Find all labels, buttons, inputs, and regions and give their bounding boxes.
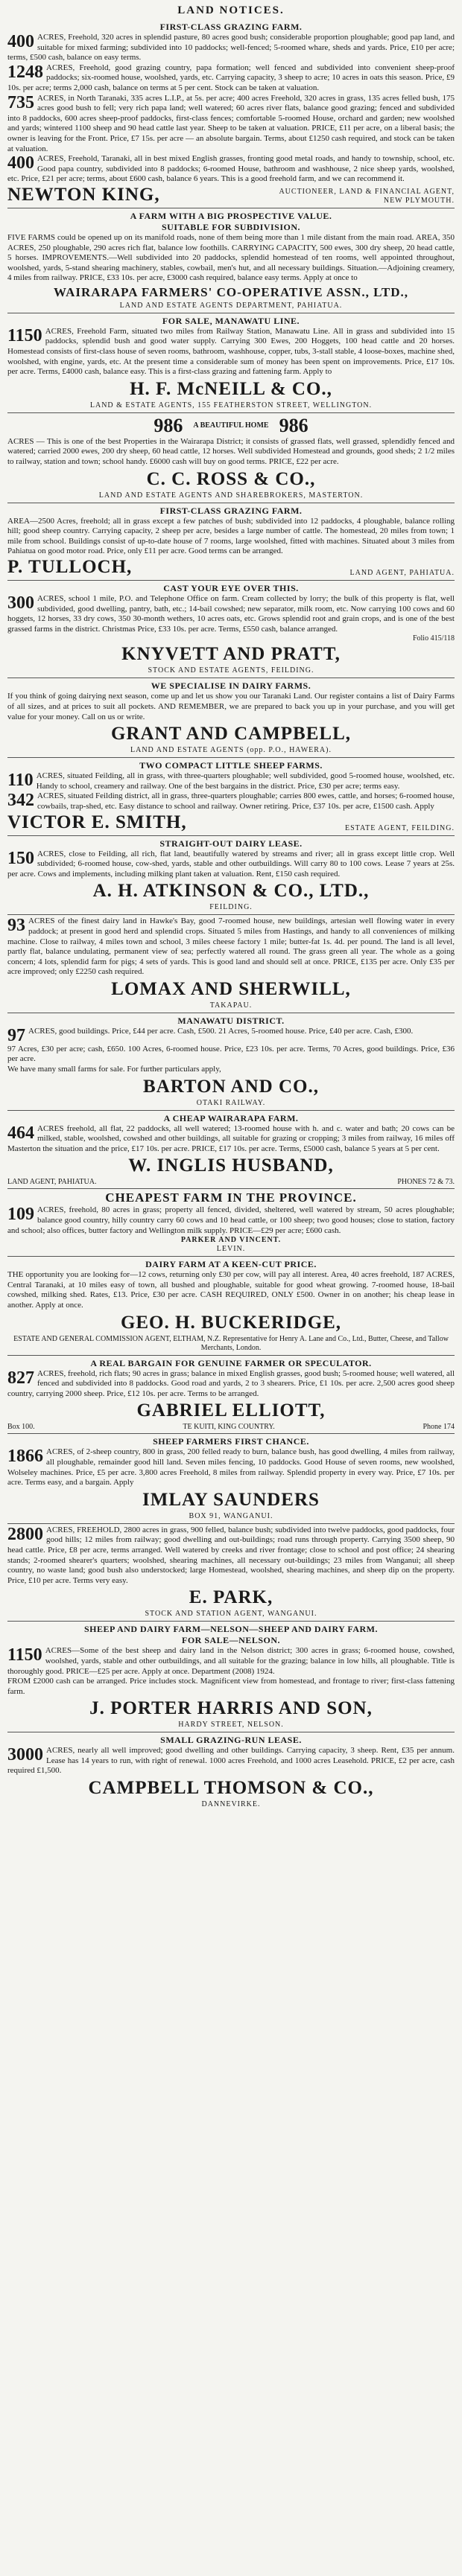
agent-address: LAND AGENT, PAHIATUA.: [349, 569, 455, 577]
agent-address: LAND & ESTATE AGENTS, 155 FEATHERSTON STREET, WELLINGTON.: [89, 401, 373, 409]
agent-name: IMLAY SAUNDERS: [142, 1489, 320, 1510]
acreage-number: 3000: [7, 1745, 43, 1765]
ad-subheading: FOR SALE—NELSON.: [181, 1635, 281, 1646]
agent-name: BARTON AND CO.,: [143, 1076, 319, 1097]
ad-body: AREA—2500 Acres, freehold; all in grass except a few patches of bush; subdivided into 12 paddocks, 4 ploughable, balance rolling hill; good sheep country. Carrying capacity, 2 sheep per acre, besides a large number of cattle. The homestead, 20 miles from town; 1 mile from school. Buildings consist of up-to-date house of 7 rooms, large woolshed, fitted with machines. Situated about 3 miles from Pahiatua on good motor road. Price, only £11 per acre. Good terms can be arranged.: [7, 516, 455, 556]
ad-body: FIVE FARMS could be opened up on its manifold roads, none of them being more than 1 mile distant from the main road. AREA, 350 ACRES, 250 ploughable, 290 acres rich flat, balance low foothills. CARRYING CAPACITY, 500 ewes, 300 dry sheep, 20 head cattle, 5 horses. IMPROVEMENTS.—Well subdivided into 20 paddocks, splendid homestead of ten rooms, well appointed throughout, woolshed, yards, 5-stand shearing machinery, stables, cowbail, men's hut, and all necessary buildings. Situation.—Adjoining creamery, 4 miles from railway. PRICE, £33 10s. per acre, £3000 cash required, balance easy terms. Apply at once to: [7, 232, 455, 283]
agent-address-row: [7, 1178, 455, 1186]
agent-title: AUCTIONEER, LAND & FINANCIAL AGENT, NEW PLYMOUTH.: [279, 187, 455, 205]
agent-address: ESTATE AND GENERAL COMMISSION AGENT, ELTHAM, N.Z. Representative for Henry A. Lane and Co., Ltd., Butter, Cheese, and Tallow Merchants, London.: [13, 1334, 449, 1352]
ad-body: FROM £2000 cash can be arranged. Price includes stock. Magnificent view from homestead, and frontage to river; first-class fattening farm.: [7, 1677, 455, 1696]
agent-name: GABRIEL ELLIOTT,: [136, 1400, 326, 1421]
ad-dairy-specialists: [7, 678, 455, 758]
ad-small-run: [7, 1732, 455, 1811]
ad-heading: FIRST-CLASS GRAZING FARM.: [159, 22, 303, 32]
page-title: LAND NOTICES.: [177, 4, 285, 16]
acreage-number: 464: [7, 1123, 34, 1143]
folio-reference: Folio 415/118: [412, 634, 455, 643]
acreage-number: 1248: [7, 62, 43, 82]
agent-name: GRANT AND CAMPBELL,: [110, 724, 352, 745]
agent-name: NEWTON KING,: [7, 184, 160, 205]
ad-dairy-lease: [7, 836, 455, 916]
agent-name: C. C. ROSS & CO.,: [146, 468, 316, 489]
agent-address: OTAKI RAILWAY.: [196, 1098, 266, 1107]
agent-signature: [7, 812, 455, 833]
acreage-number: 110: [7, 771, 34, 791]
acreage-number: 300: [7, 593, 34, 613]
beautiful-home-banner: [7, 415, 455, 437]
acreage-number: 827: [7, 1368, 34, 1388]
acreage-number: 986: [154, 414, 183, 436]
ad-manawatu-district: [7, 1013, 455, 1111]
agent-name: LOMAX AND SHERWILL,: [111, 978, 351, 999]
ad-body: 1866 ACRES, of 2-sheep country, 800 in grass, 200 felled ready to burn, balance bush, has good dwelling, 4 miles from railway, all ploughable, remainder good hill land. Seven miles fencing, 10 paddocks. Good House of seven rooms, new woolshed, Wolseley machines. Price, £5 per acre. 3,800 acres Freehold, 8 miles from railway. Splendid property in every way. Price, £7 10s. per acre. Terms easy, and a bargain. Apply: [7, 1447, 455, 1488]
ad-body: 150 ACRES, close to Feilding, all rich, flat land, beautifully watered by streams and river; all in grass except little crop. Well subdivided; 6-roomed house, cow-shed, yards, stable and other outbuildings. Will carry 80 to 100 cows. Lease 7 years at 25s. per acre. Cows and implements, including milking plant taken at valuation. Rent, £150 cash required.: [7, 848, 455, 879]
agent-name: PARKER AND VINCENT.: [180, 1236, 282, 1245]
ad-heading: CHEAPEST FARM IN THE PROVINCE.: [105, 1190, 357, 1205]
ad-body: 97 Acres, £30 per acre; cash, £650. 100 Acres, 6-roomed house. Price, £23 10s. per acre. Terms, 70 Acres, good buildings. Price, £36 per acre.: [7, 1044, 455, 1064]
ad-beautiful-home: [7, 413, 455, 503]
phone-number: Phone 174: [423, 1423, 455, 1432]
ad-cast-your-eye: [7, 581, 455, 678]
ad-body: 3000 ACRES, nearly all well improved; good dwelling and other buildings. Carrying capacity, 3 sheep. Rent, £35 per annum. Lease has 14 years to run, with right of renewal. 1000 acres Freehold, and 1000 acres Leasehold. PRICE, £2 per acre, cash required £1,500.: [7, 1745, 455, 1776]
ad-cheap-wairarapa: [7, 1111, 455, 1190]
ad-heading: A FARM WITH A BIG PROSPECTIVE VALUE.: [130, 210, 332, 221]
ad-keen-cut-price: [7, 1257, 455, 1355]
ad-heading: A BEAUTIFUL HOME: [193, 421, 269, 430]
ad-body: 464 ACRES freehold, all flat, 22 paddocks, all well watered; 13-roomed house with h. and c. water and bath; 20 cows can be milked, stable, woolshed, cowshed and other buildings, all suitable for grazing or cropping; 3 miles from railway, 16 miles off Masterton the situation and the price, £17 10s. per acre. PRICE, £17 10s. per acre. Terms, £5000 cash, balance 5 years at 5 per cent.: [7, 1123, 455, 1153]
agent-address: STOCK AND ESTATE AGENTS, FEILDING.: [148, 666, 314, 675]
ad-body: ACRES — This is one of the best Properties in the Wairarapa District; it consists of grassed flats, well grassed, splendidly fenced and watered; carried 2000 ewes, 200 dry sheep, 60 head cattle, 12 horses. Well subdivided Homestead and grounds, good sheds; 2 1/2 miles to railway, station and town; school handy. £6000 cash will buy on good terms. PRICE, £22 per acre.: [7, 436, 455, 467]
agent-name: GEO. H. BUCKERIDGE,: [120, 1312, 342, 1333]
ad-heading: SMALL GRAZING-RUN LEASE.: [160, 1735, 302, 1746]
ad-body: 400 ACRES, Freehold, Taranaki, all in best mixed English grasses, fronting good metal roads, and handy to township, school, etc. Good papa country, subdivided into 8 paddocks; 6-roomed House, bathroom and washhouse, 2 nice sheep yards, woolshed, etc. Price, £21 per acre; terms, about £600 cash, balance 6 years. This is a good freehold farm, and we can recommend it.: [7, 153, 455, 184]
agent-address: FEILDING.: [209, 903, 253, 912]
ad-body: 827 ACRES, freehold, rich flats; 90 acres in grass; balance in mixed English grasses, good bush; 5-roomed house; well watered, all fenced and subdivided into 8 paddocks. Good road and yards, 2 to 3 shearers. Price, £1 10s. per acre. 2,500 acres good sheep country, carrying 2000 sheep. Price, £12 10s. per acre. Terms to be arranged.: [7, 1368, 455, 1398]
agent-name: W. INGLIS HUSBAND,: [128, 1155, 334, 1176]
agent-address-row: [7, 1423, 455, 1431]
acreage-number: 1150: [7, 1645, 42, 1665]
acreage-number: 1866: [7, 1447, 43, 1467]
ad-body: 110 ACRES, situated Feilding, all in grass, with three-quarters ploughable; well subdivided, good 5-roomed house, woolshed, etc. Handy to school, creamery and railway. One of the best bargains in the district. Price, £30 per acre; terms easy.: [7, 771, 455, 791]
agent-address: STOCK AND STATION AGENT, WANGANUI.: [145, 1610, 317, 1619]
agent-name: CAMPBELL THOMSON & CO.,: [88, 1778, 374, 1799]
ad-heading: CAST YOUR EYE OVER THIS.: [163, 583, 299, 593]
ad-body: 400 ACRES, Freehold, 320 acres in splendid pasture, 80 acres good bush; considerable proportion ploughable; good pap land, and suitable for mixed farming; subdivided into 10 paddocks; well-fenced; 5-roomed whare, sheds and yards. Price, £10 per acre; terms, £500 cash, balance on easy terms.: [7, 32, 455, 63]
ad-body: THE opportunity you are looking for—12 cows, returning only £30 per cow, will pay all interest. Area, 40 acres freehold, 187 ACRES, Central Taranaki, at 10 miles easy of town, all bushed and ploughable, suitable for good wheat growing. 7-roomed house, 18-bail cowshed, milking shed. Rates, £13. Price, £30 per acre. CASH REQUIRED, ONLY £500. Owner in on another; his cheap lease in another. Apply at once.: [7, 1270, 455, 1310]
ad-two-sheep-farms: [7, 758, 455, 835]
acreage-number: 1150: [7, 325, 42, 345]
ad-wanganui: [7, 1524, 455, 1622]
agent-address: LEVIN.: [216, 1245, 246, 1254]
ad-body: 1150 ACRES—Some of the best sheep and dairy land in the Nelson district; 300 acres in grass; 6-roomed house, cowshed, woolshed, yards, stable and other outbuildings, and all suitable for the grazing; balance in low hills, all ploughable. Title is thoroughly good. PRICE—£25 per acre. Apply at once. Department (2008) 1924.: [7, 1645, 455, 1676]
acreage-number: 109: [7, 1205, 34, 1225]
agent-address: BOX 91, WANGANUI.: [189, 1511, 273, 1520]
ad-body: 1248 ACRES, Freehold, good grazing country, papa formation; well fenced and subdivided into convenient sheep-proof paddocks; six-roomed house, woolshed, yards, etc. Carrying capacity, 3 sheep to acre; 10 acres in oats this season. Price, £9 10s. per acre; terms 2,000 cash, balance on terms at 5 per cent. Stock can be taken at valuation.: [7, 62, 455, 92]
ad-subheading: SUITABLE FOR SUBDIVISION.: [162, 221, 300, 232]
ad-genuine-farmer: [7, 1356, 455, 1435]
ad-heading: SHEEP FARMERS FIRST CHANCE.: [153, 1436, 309, 1447]
agent-address: LAND AND ESTATE AGENTS (opp. P.O., HAWERA).: [130, 746, 332, 755]
acreage-number: 342: [7, 791, 34, 811]
ad-body: 1150 ACRES, Freehold Farm, situated two miles from Railway Station, Manawatu Line. All in grass and subdivided into 15 paddocks, splendid bush and good water supply. Carrying 300 Ewes, 200 Hoggets, 100 head cattle and 20 horses. Homestead consists of first-class house of seven rooms, bathroom, washhouse, copper, tubs, 3-stall stable, 4 loose-boxes, machine shed, woolshed, with engine, yards, etc. At the present time a considerable sum of money has been spent on improvements. Price, £17 10s. per acre. Terms, £4000 cash, balance easy. This is a first-class grazing and fattening farm. Apply to: [7, 325, 455, 377]
ad-heading: DAIRY FARM AT A KEEN-CUT PRICE.: [145, 1259, 317, 1270]
ad-body: 342 ACRES, situated Feilding district, all in grass, three-quarters ploughable; carries 800 ewes, cattle, and horses; 6-roomed house, cowbails, trap-shed, etc. Easy distance to school and railway. Owner retiring. Price, £37 10s. per acre, £1500 cash. Apply: [7, 791, 455, 811]
ad-hawkes-bay: [7, 915, 455, 1013]
ad-heading: STRAIGHT-OUT DAIRY LEASE.: [159, 838, 303, 849]
acreage-number: 93: [7, 916, 25, 936]
ad-heading: FIRST-CLASS GRAZING FARM.: [159, 505, 303, 516]
ad-body: 97 ACRES, good buildings. Price, £44 per acre. Cash, £500. 21 Acres, 5-roomed house. Price, £40 per acre. Cash, £300.: [7, 1025, 414, 1045]
agent-address: LAND AND ESTATE AGENTS AND SHAREBROKERS, MASTERTON.: [98, 491, 364, 500]
ad-grazing-tulloch: [7, 503, 455, 581]
agent-address: HARDY STREET, NELSON.: [178, 1721, 284, 1729]
acreage-number: 400: [7, 153, 34, 173]
ad-subdivision: [7, 208, 455, 313]
box-number: Box 100.: [7, 1423, 35, 1432]
ad-heading: TWO COMPACT LITTLE SHEEP FARMS.: [139, 760, 323, 771]
agent-address: TAKAPAU.: [209, 1001, 253, 1010]
agent-address: TE KUITI, KING COUNTRY.: [183, 1423, 275, 1432]
ad-sheep-farmers: [7, 1434, 455, 1523]
ad-heading: A CHEAP WAIRARAPA FARM.: [163, 1112, 299, 1123]
agent-name: A. H. ATKINSON & CO., LTD.,: [92, 881, 370, 902]
agent-name: H. F. McNEILL & CO.,: [130, 378, 332, 399]
ad-body: 735 ACRES, in North Taranaki, 335 acres L.I.P., at 5s. per acre; 400 acres Freehold, 320 acres in grass, 135 acres felled bush, 175 acres good bush to fell; very rich papa land; well watered; 60 acres river flats, balance good grazing; fenced and subdivided into 8 paddocks, 600 acres sheep-proof paddocks, first-class fences; comfortable 5-roomed House, orchard and garden; new woolshed and yards; wintered 1100 sheep and 90 head cattle last year. Sheep to be taken at valuation. PRICE, £11 per acre, on a liberal basis; the owner is leaving for the Front. Price, £7 15s. per acre — an absolute bargain. Terms, about £1250 cash required, and stock can be taken at valuation.: [7, 92, 455, 153]
acreage-number: 735: [7, 92, 34, 112]
ad-heading: WE SPECIALISE IN DAIRY FARMS.: [151, 680, 311, 692]
ad-body: 300 ACRES, school 1 mile, P.O. and Telephone Office on farm. Cream collected by lorry; the bulk of this property is flat, well subdivided, good dwelling, pantry, bath, etc.; 14-bail cowshed; new separator, milk room, etc. Now carrying 100 cows and 60 hoggets, 12 horses, 33 dry cows, 350 30-month wethers, 10 acres oats, etc. Grows splendid root and grain crops, and is one of the best grassed farms in the district. Christmas Price, £33 10s. per acre. Terms, £550 cash, balance arranged.: [7, 593, 455, 634]
agent-name: KNYVETT AND PRATT,: [121, 644, 341, 665]
ad-heading: FOR SALE, MANAWATU LINE.: [162, 315, 300, 326]
agent-address: ESTATE AGENT, FEILDING.: [345, 823, 455, 832]
ad-heading: A REAL BARGAIN FOR GENUINE FARMER OR SPECULATOR.: [90, 1357, 372, 1368]
acreage-number: 400: [7, 32, 34, 51]
ad-body: 93 ACRES of the finest dairy land in Hawke's Bay, good 7-roomed house, new buildings, artesian well flowing water in every paddock; at present in good herd and splendid crops. Situated 5 miles from Hastings, and handy to all conveniences of milking machine. Close to railway, 4 miles town and school, 3 miles cheese factory 1 mile; butter-fat 1s. 4d. per pound. The land is all level, partly flat, balance undulating, permanent view of sea; perfectly watered all round. The grass green all year. The whole as a going concern; 4 lots, splendid farm for pigs; 4 sets of yards. This is good land and should sell at once. PRICE, £135 per acre. Only £35 per acre improved; only £2250 cash required.: [7, 916, 455, 977]
agent-name: J. PORTER HARRIS AND SON,: [89, 1698, 373, 1719]
acreage-number: 2800: [7, 1524, 43, 1544]
ad-nelson: [7, 1622, 455, 1732]
ad-body: We have many small farms for sale. For further particulars apply,: [7, 1065, 221, 1074]
ad-cheapest-farm: [7, 1189, 455, 1257]
acreage-number: 97: [7, 1025, 25, 1045]
agent-name: WAIRARAPA FARMERS' CO-OPERATIVE ASSN., LTD.,: [54, 284, 408, 299]
agent-signature: [7, 185, 455, 205]
ad-body: 2800 ACRES, FREEHOLD, 2800 acres in grass, 900 felled, balance bush; subdivided into twelve paddocks, good paddocks, four good hills; 12 miles from railway; good dwelling and out-buildings; road runs through property. Carrying 3500 sheep, 90 head cattle. Price, £8 per acre, terms arranged. Well watered by creeks and river frontage; close to school and post office; 24 shearing stands; 2-roomed shearer's quarters; woolshed, shearing machines, all necessary out-buildings; 23 miles from Wanganui; all sheep country, no waste land; good bush also understocked; large Homestead, woolshed, shearing machines, and sheep dip on the property. Price, £10 per acre. Terms very easy.: [7, 1524, 455, 1585]
agent-address: LAND AGENT, PAHIATUA.: [7, 1178, 97, 1187]
agent-address: DANNEVIRKE.: [201, 1800, 261, 1809]
agent-address: LAND AND ESTATE AGENTS DEPARTMENT, PAHIATUA.: [119, 301, 343, 310]
ad-body: If you think of going dairying next season, come up and let us show you our Taranaki Land. Our register contains a list of Dairy Farms of all sizes, and at prices to suit all pockets. AND REMEMBER, we are prepared to back you up in your purchase, and you will get value for your money. Call on us or write.: [7, 692, 455, 721]
agent-signature: [7, 557, 455, 578]
agent-name: E. PARK,: [189, 1587, 273, 1608]
acreage-number: 150: [7, 848, 34, 868]
land-notices-page: [7, 0, 455, 1811]
ad-heading: MANAWATU DISTRICT.: [177, 1015, 285, 1026]
acreage-number-repeat: 986: [279, 414, 308, 436]
agent-name: P. TULLOCH,: [7, 557, 133, 577]
ad-manawatu-line: [7, 313, 455, 413]
ad-newton-king: [7, 19, 455, 208]
ad-body: 109 ACRES, freehold, 80 acres in grass; property all fenced, divided, sheltered, well watered by stream, 50 acres ploughable; balance good country, hilly country carry 60 cows and 10 head cattle, or 100 sheep; two good houses; close to station, factory and school; also offices, butter factory and Wellington milk supply. PRICE—£29 per acre; £600 cash.: [7, 1205, 455, 1235]
phone-number: PHONES 72 & 73.: [397, 1178, 455, 1187]
ad-heading: SHEEP AND DAIRY FARM—NELSON—SHEEP AND DAIRY FARM.: [83, 1624, 378, 1635]
agent-name: VICTOR E. SMITH,: [7, 812, 187, 832]
